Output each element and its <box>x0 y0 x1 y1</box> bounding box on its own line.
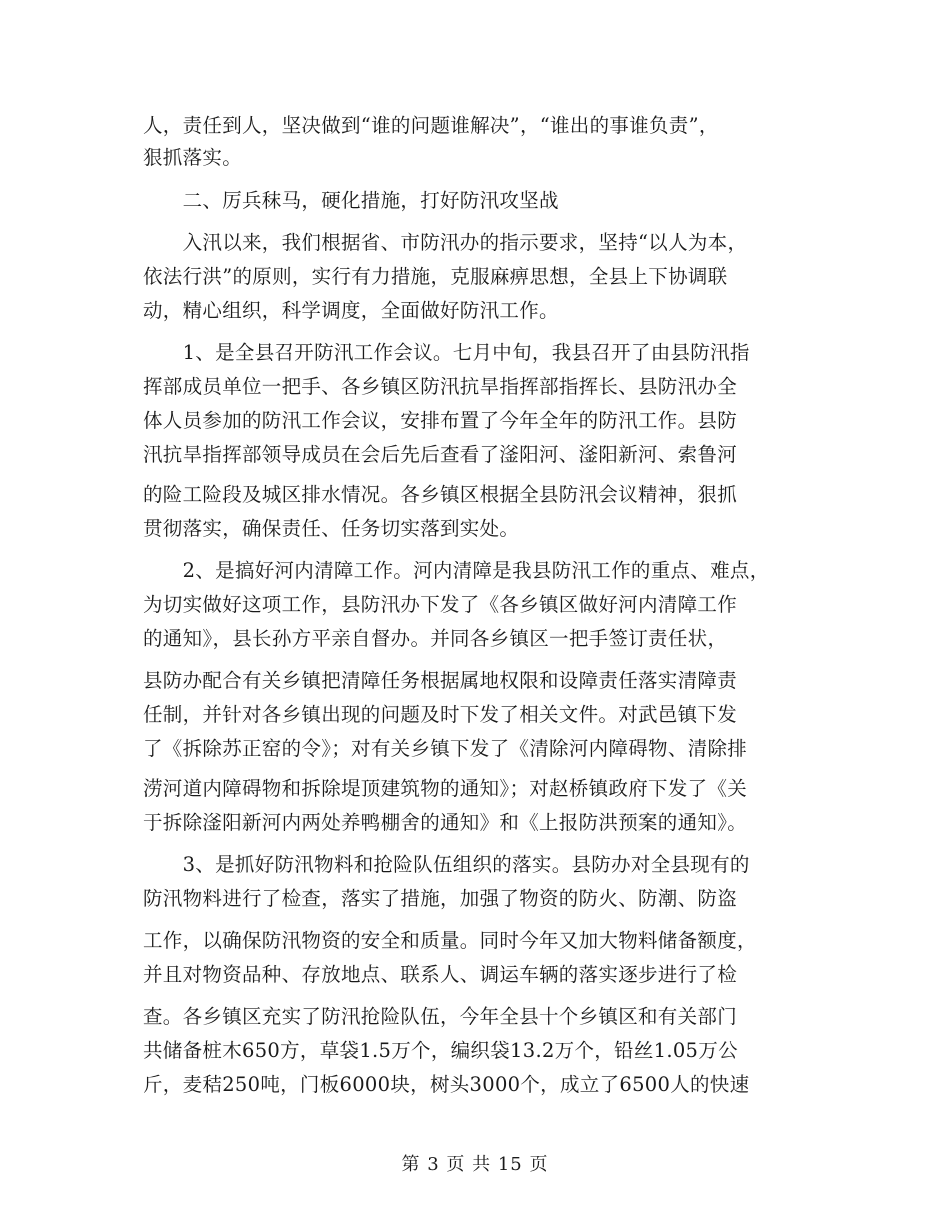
text-line: 狠抓落实。 <box>143 146 243 169</box>
text-line: 为切实做好这项工作，县防汛办下发了《各乡镇区做好河内清障工作 <box>143 593 738 616</box>
text-line: 县防办配合有关乡镇把清障任务根据属地权限和设障责任落实清障责 <box>143 669 738 692</box>
text-line: 入汛以来，我们根据省、市防汛办的指示要求，坚持“以人为本， <box>143 231 748 254</box>
section-heading: 二、厉兵秣马，硬化措施，打好防汛攻坚战 <box>143 189 559 212</box>
text-line: 2、是搞好河内清障工作。河内清障是我县防汛工作的重点、难点， <box>143 559 770 582</box>
text-line: 1、是全县召开防汛工作会议。七月中旬，我县召开了由县防汛指 <box>143 341 750 364</box>
text-line: 防汛物料进行了检查，落实了措施，加强了物资的防火、防潮、防盗 <box>143 887 738 910</box>
text-line: 贯彻落实，确保责任、任务切实落到实处。 <box>143 517 520 540</box>
text-line: 汛抗旱指挥部领导成员在会后先后查看了滏阳河、滏阳新河、索鲁河 <box>143 443 738 466</box>
text-line: 于拆除滏阳新河内两处养鸭棚舍的通知》和《上报防洪预案的通知》。 <box>143 811 748 834</box>
text-line: 涝河道内障碍物和拆除堤顶建筑物的通知》；对赵桥镇政府下发了《关 <box>143 777 748 800</box>
text-line: 挥部成员单位一把手、各乡镇区防汛抗旱指挥部指挥长、县防汛办全 <box>143 375 738 398</box>
text-line: 共储备桩木650方，草袋1.5万个，编织袋13.2万个，铅丝1.05万公 <box>143 1039 738 1062</box>
text-line: 查。各乡镇区充实了防汛抢险队伍，今年全县十个乡镇区和有关部门 <box>143 1005 738 1028</box>
text-line: 的通知》，县长孙方平亲自督办。并同各乡镇区一把手签订责任状， <box>143 627 728 650</box>
page-number-footer: 第 3 页 共 15 页 <box>401 1154 549 1175</box>
text-line: 动，精心组织，科学调度，全面做好防汛工作。 <box>143 299 559 322</box>
text-line: 依法行洪”的原则，实行有力措施，克服麻痹思想，全县上下协调联 <box>143 265 728 288</box>
text-line: 了《拆除苏正窑的令》；对有关乡镇下发了《清除河内障碍物、清除排 <box>143 737 748 760</box>
text-line: 人，责任到人，坚决做到“谁的问题谁解决”，“谁出的事谁负责”， <box>143 114 719 137</box>
text-line: 并且对物资品种、存放地点、联系人、调运车辆的落实逐步进行了检 <box>143 963 738 986</box>
text-line: 斤，麦秸250吨，门板6000块，树头3000个，成立了6500人的快速 <box>143 1073 750 1096</box>
text-line: 工作，以确保防汛物资的安全和质量。同时今年又加大物料储备额度， <box>143 929 757 952</box>
text-line: 3、是抓好防汛物料和抢险队伍组织的落实。县防办对全县现有的 <box>143 853 750 876</box>
text-line: 任制，并针对各乡镇出现的问题及时下发了相关文件。对武邑镇下发 <box>143 703 738 726</box>
text-line: 体人员参加的防汛工作会议，安排布置了今年全年的防汛工作。县防 <box>143 409 738 432</box>
text-line: 的险工险段及城区排水情况。各乡镇区根据全县防汛会议精神，狠抓 <box>143 483 738 506</box>
